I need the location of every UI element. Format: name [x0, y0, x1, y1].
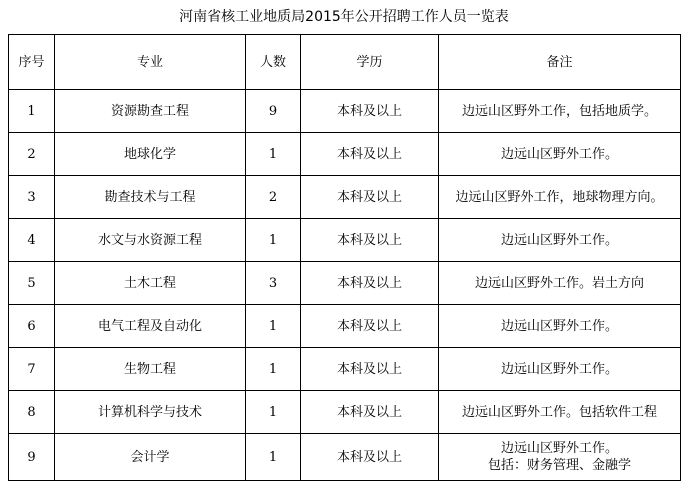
- row-major: 水文与水资源工程: [55, 219, 246, 262]
- row-count: 1: [246, 348, 301, 391]
- row-major: 电气工程及自动化: [55, 305, 246, 348]
- row-index: 8: [9, 391, 55, 434]
- row-index: 5: [9, 262, 55, 305]
- row-index: 9: [9, 434, 55, 481]
- table-row: [9, 219, 681, 262]
- row-education: 本科及以上: [301, 176, 439, 219]
- document-title: 河南省核工业地质局2015年公开招聘工作人员一览表: [179, 9, 509, 25]
- row-count: 1: [246, 305, 301, 348]
- row-education: 本科及以上: [301, 391, 439, 434]
- row-major: 计算机科学与技术: [55, 391, 246, 434]
- row-index: 2: [9, 133, 55, 176]
- row-index: 7: [9, 348, 55, 391]
- header-notes: 备注: [439, 35, 681, 90]
- row-notes: 边远山区野外工作。: [439, 133, 681, 176]
- row-major: 土木工程: [55, 262, 246, 305]
- row-notes: 边远山区野外工作。包括软件工程: [439, 391, 681, 434]
- table-row: [9, 176, 681, 219]
- row-count: 1: [246, 434, 301, 481]
- row-notes: 边远山区野外工作，包括地质学。: [439, 90, 681, 133]
- row-notes: [439, 434, 681, 481]
- row-major: 生物工程: [55, 348, 246, 391]
- row-index: 3: [9, 176, 55, 219]
- row-index: 6: [9, 305, 55, 348]
- row-major: 会计学: [55, 434, 246, 481]
- row-major: 勘查技术与工程: [55, 176, 246, 219]
- row-education: 本科及以上: [301, 90, 439, 133]
- recruitment-table: [8, 34, 681, 481]
- table-row: [9, 90, 681, 133]
- header-major: 专业: [55, 35, 246, 90]
- table-row: [9, 305, 681, 348]
- row-education: 本科及以上: [301, 434, 439, 481]
- table-row: [9, 262, 681, 305]
- row-notes-line: 边远山区野外工作。: [500, 441, 618, 456]
- row-count: 9: [246, 90, 301, 133]
- row-education: 本科及以上: [301, 305, 439, 348]
- table-row: [9, 434, 681, 481]
- row-count: 2: [246, 176, 301, 219]
- row-notes: 边远山区野外工作，地球物理方向。: [439, 176, 681, 219]
- table-header-row: [9, 35, 681, 90]
- row-count: 1: [246, 219, 301, 262]
- row-notes-line: 包括：财务管理、金融学: [487, 458, 631, 473]
- table-row: [9, 348, 681, 391]
- header-education: 学历: [301, 35, 439, 90]
- row-notes: 边远山区野外工作。: [439, 348, 681, 391]
- row-education: 本科及以上: [301, 262, 439, 305]
- header-count: 人数: [246, 35, 301, 90]
- row-notes: 边远山区野外工作。岩土方向: [439, 262, 681, 305]
- row-count: 1: [246, 133, 301, 176]
- row-notes: 边远山区野外工作。: [439, 219, 681, 262]
- header-index: 序号: [9, 35, 55, 90]
- row-index: 1: [9, 90, 55, 133]
- row-major: 地球化学: [55, 133, 246, 176]
- row-education: 本科及以上: [301, 348, 439, 391]
- row-major: 资源勘查工程: [55, 90, 246, 133]
- row-education: 本科及以上: [301, 133, 439, 176]
- row-index: 4: [9, 219, 55, 262]
- table-row: [9, 391, 681, 434]
- row-education: 本科及以上: [301, 219, 439, 262]
- table-row: [9, 133, 681, 176]
- row-count: 1: [246, 391, 301, 434]
- row-count: 3: [246, 262, 301, 305]
- row-notes: 边远山区野外工作。: [439, 305, 681, 348]
